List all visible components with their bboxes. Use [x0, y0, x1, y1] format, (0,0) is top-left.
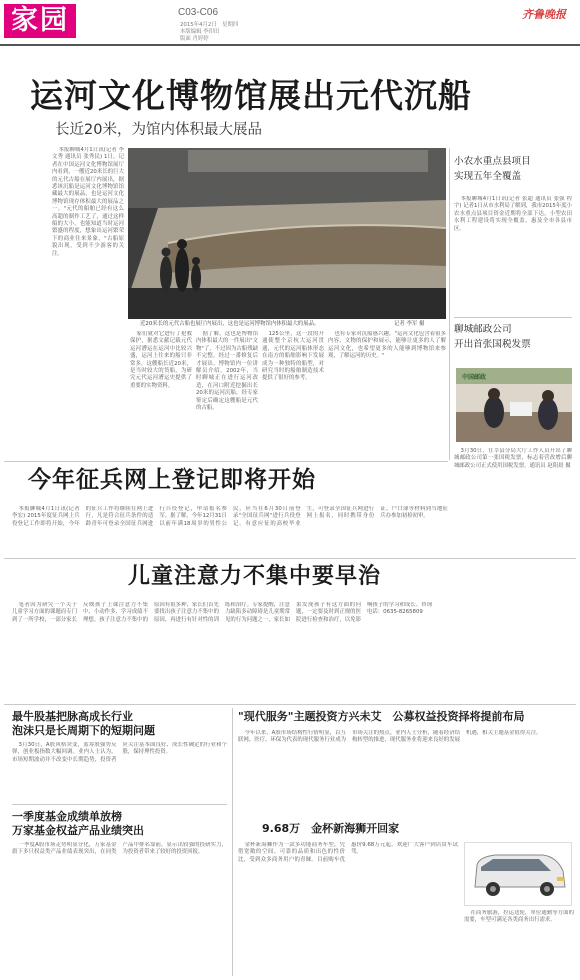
story1-column-5: 也有专家对沉船感兴趣，"运河文化包含着很多内容，文物的保护和展示，能够让更多的人了解运河文化，也希望更多的人能够到博物馆来参观，了解运河的历史。": [328, 331, 446, 360]
post-office-photo: [456, 368, 572, 442]
sidebar-rule: [454, 317, 572, 318]
story2-body: 本报聊城4月1日讯(记者 李宏) 2015年度征兵网上兵役登记工作即将开始，今年的征兵工作将继续在网上进行，凡是符合征兵条件的适龄青年可登录全国征兵网进行兵役登记，申请报名参军。据了解，今年12月31日以前年满18周岁的男性公民，应当在6月30日前登录"全国征兵网"进行兵役登记。有意应征的高校毕业生，可登录全国征兵网进行网上报名，同时携带身份证、户口簿等材料到当地征兵办参加初检初审。: [12, 506, 448, 527]
bottom-story3-title: "现代服务"主题投资方兴未艾 公募权益投资择将提前布局: [238, 710, 525, 723]
story1-column-2: 据了解，这也是博物馆内体积最大的一件展出"文物"了，不过因为古船残缺不完整，经过一番修复后才展出。博物馆内一位讲解员介绍，2002年，当时聊城正在进行运河改造，在河口附近挖掘出长20米的运河沉船，经专家鉴定后确定这艘船是元代的古船。: [196, 331, 258, 412]
bottom-story4-title: 9.68万 金杯新海狮开回家: [262, 822, 400, 835]
bottom-story2-title: 一季度基金成绩单放榜 万家基金权益产品业绩突出: [12, 810, 144, 837]
ship-photo: [128, 148, 446, 319]
story1-subhead: 长近20米，为馆内体积最大展品: [55, 122, 262, 138]
sidebar-story1-body: 本报聊城4月1日讯(记者 张超 通讯员 张强 程宇) 记者1日从市水利局了解到，我市2015年度小农水重点县项目资金近期将全部下达，小型农田水利工程建设将实现全覆盖，惠及全市各县市区。: [454, 196, 572, 232]
masthead-meta: [180, 22, 238, 43]
proof-line: 版面 肖婷婷: [180, 36, 209, 42]
sidebar-divider: [449, 148, 450, 460]
masthead-divider: [0, 44, 580, 46]
story3-headline: 儿童注意力不集中要早治: [128, 564, 382, 589]
story1-column-1: 本报聊城4月1日讯(记者 李文秀 通讯员 张秀民) 1日，记者在中国运河文化博物馆展厅内看到，一艘近20米长的巨大的元代古船在展厅内展出，据悉该沉船是运河文化博物馆馆藏最大的展品，也是运河文化博物馆现存体积最大的展品之一。"元代的船舶已经有这么高超的制作工艺了，通过这样船的大小，也能知道当时运河繁盛的程度，想象出运河繁荣下的商业往来景象，"古船原貌出现，受到不少游客的关注。: [52, 147, 124, 257]
story3-body: 笔者因为研究一个关于儿童学习方面的课题而专门到了一所学校，一部分家长反映孩子上课注意力不集中、小动作多、学习成绩不理想。孩子注意力不集中的原因有很多种，家长们首先要找出孩子注意力不集中的原因，再进行有针对性的训练和治疗。专家提醒，注意力缺陷多动障碍是儿童期常见的行为问题之一，家长如果发现孩子有这方面的问题，一定要及时到正规的医院进行检查和治疗，以免影响孩子的学习和成长。咨询电话：0635-8265809: [12, 602, 432, 623]
sidebar-story2-body: 3月30日，在莘县分局大厅工作人员开出了聊城邮政公司第一张国税发票，标志着营改增后聊城邮政公司正式使用国税发票。通讯员 赵阳晨 摄: [454, 448, 572, 469]
sidebar-story1-title: 小农水重点县项目 实现五年全覆盖: [454, 156, 531, 182]
bottom-story4-body: 金杯新海狮作为一款多功能商务车型，凭借宽敞的空间、可靠的品质和出色的性价比，受到众多商务用户的青睐。目前购车优惠价9.68万元起，欢迎广大客户到店赏车试驾。: [238, 842, 458, 863]
date-line: 2015年4月2日 星期四: [180, 22, 239, 28]
story1-column-4: 125公里，这一段的开通使整个京杭大运河贯通，元代的运河船体形态在南方的船舶影响下发展成为一种独特的船型，对研究当时的船舶制造技术提供了很好的参考。: [262, 331, 324, 382]
newspaper-brand: 齐鲁晚报: [522, 8, 566, 21]
story3-top-rule: [4, 558, 576, 559]
story1-column-3: 家们就对它进行了抢救保护，据悉文献记载元代运河漕运在运河中比较兴盛，运河上往来的船只非常多，这艘船长近20米，是当时较大的货船，为研究元代运河漕运史提供了重要的实物资料。: [130, 331, 192, 389]
page-range: C03-C06: [178, 7, 219, 18]
van-side-text: 在商务旅游，拉运送轮，单位通勤等方面的需要，车型可满足各类商务出行需求。: [464, 910, 574, 924]
section-logo: 家园: [4, 4, 76, 38]
photo-caption: 近20米长的元代古船也展厅内展出，这也是运河博物馆内体积最大的展品。: [140, 321, 320, 327]
photo-credit: 记者 李军 摄: [394, 321, 425, 327]
story2-top-rule: [4, 461, 448, 462]
bottom-left-rule: [12, 804, 227, 805]
bottom-story1-body: 3月30日，A股风格突变，蓝筹股强势反弹，创业板指数大幅回调。业内人士认为，市场短期波动并不改变中长期趋势，投资者应关注基本面良好、成长性确定的行业和个股，保持理性投资。: [12, 742, 227, 763]
post-office-label: 中国邮政: [462, 374, 487, 381]
bottom-story2-body: 一季度A股市场走势明显分化，万家基金旗下多只权益类产品业绩表现突出，在同类产品中排名靠前，显示出较强的投研实力，为投资者带来了较好的投资回报。: [12, 842, 227, 856]
bottom-top-rule: [4, 704, 576, 705]
van-illustration: [465, 843, 572, 906]
bottom-column-divider: [232, 708, 233, 976]
van-photo: [464, 842, 572, 906]
story1-headline: 运河文化博物馆展出元代沉船: [30, 76, 472, 115]
bottom-story3-body: 今年以来，A股市场结构性行情明显，以互联网、医疗、环保为代表的现代服务行业成为市场关注的热点。业内人士分析，随着经济结构转型的推进，现代服务业将迎来良好的发展机遇，相关主题基金值得关注。: [238, 730, 542, 744]
bottom-story1-title: 最牛股基把脉高成长行业 泡沫只是长周期下的短期问题: [12, 710, 155, 737]
ship-illustration: [128, 148, 446, 319]
sidebar-story2-title: 聊城邮政公司 开出首张国税发票: [454, 324, 531, 350]
editor-line: 本版编辑 李印田: [180, 29, 220, 35]
story2-headline: 今年征兵网上登记即将开始: [28, 467, 316, 493]
